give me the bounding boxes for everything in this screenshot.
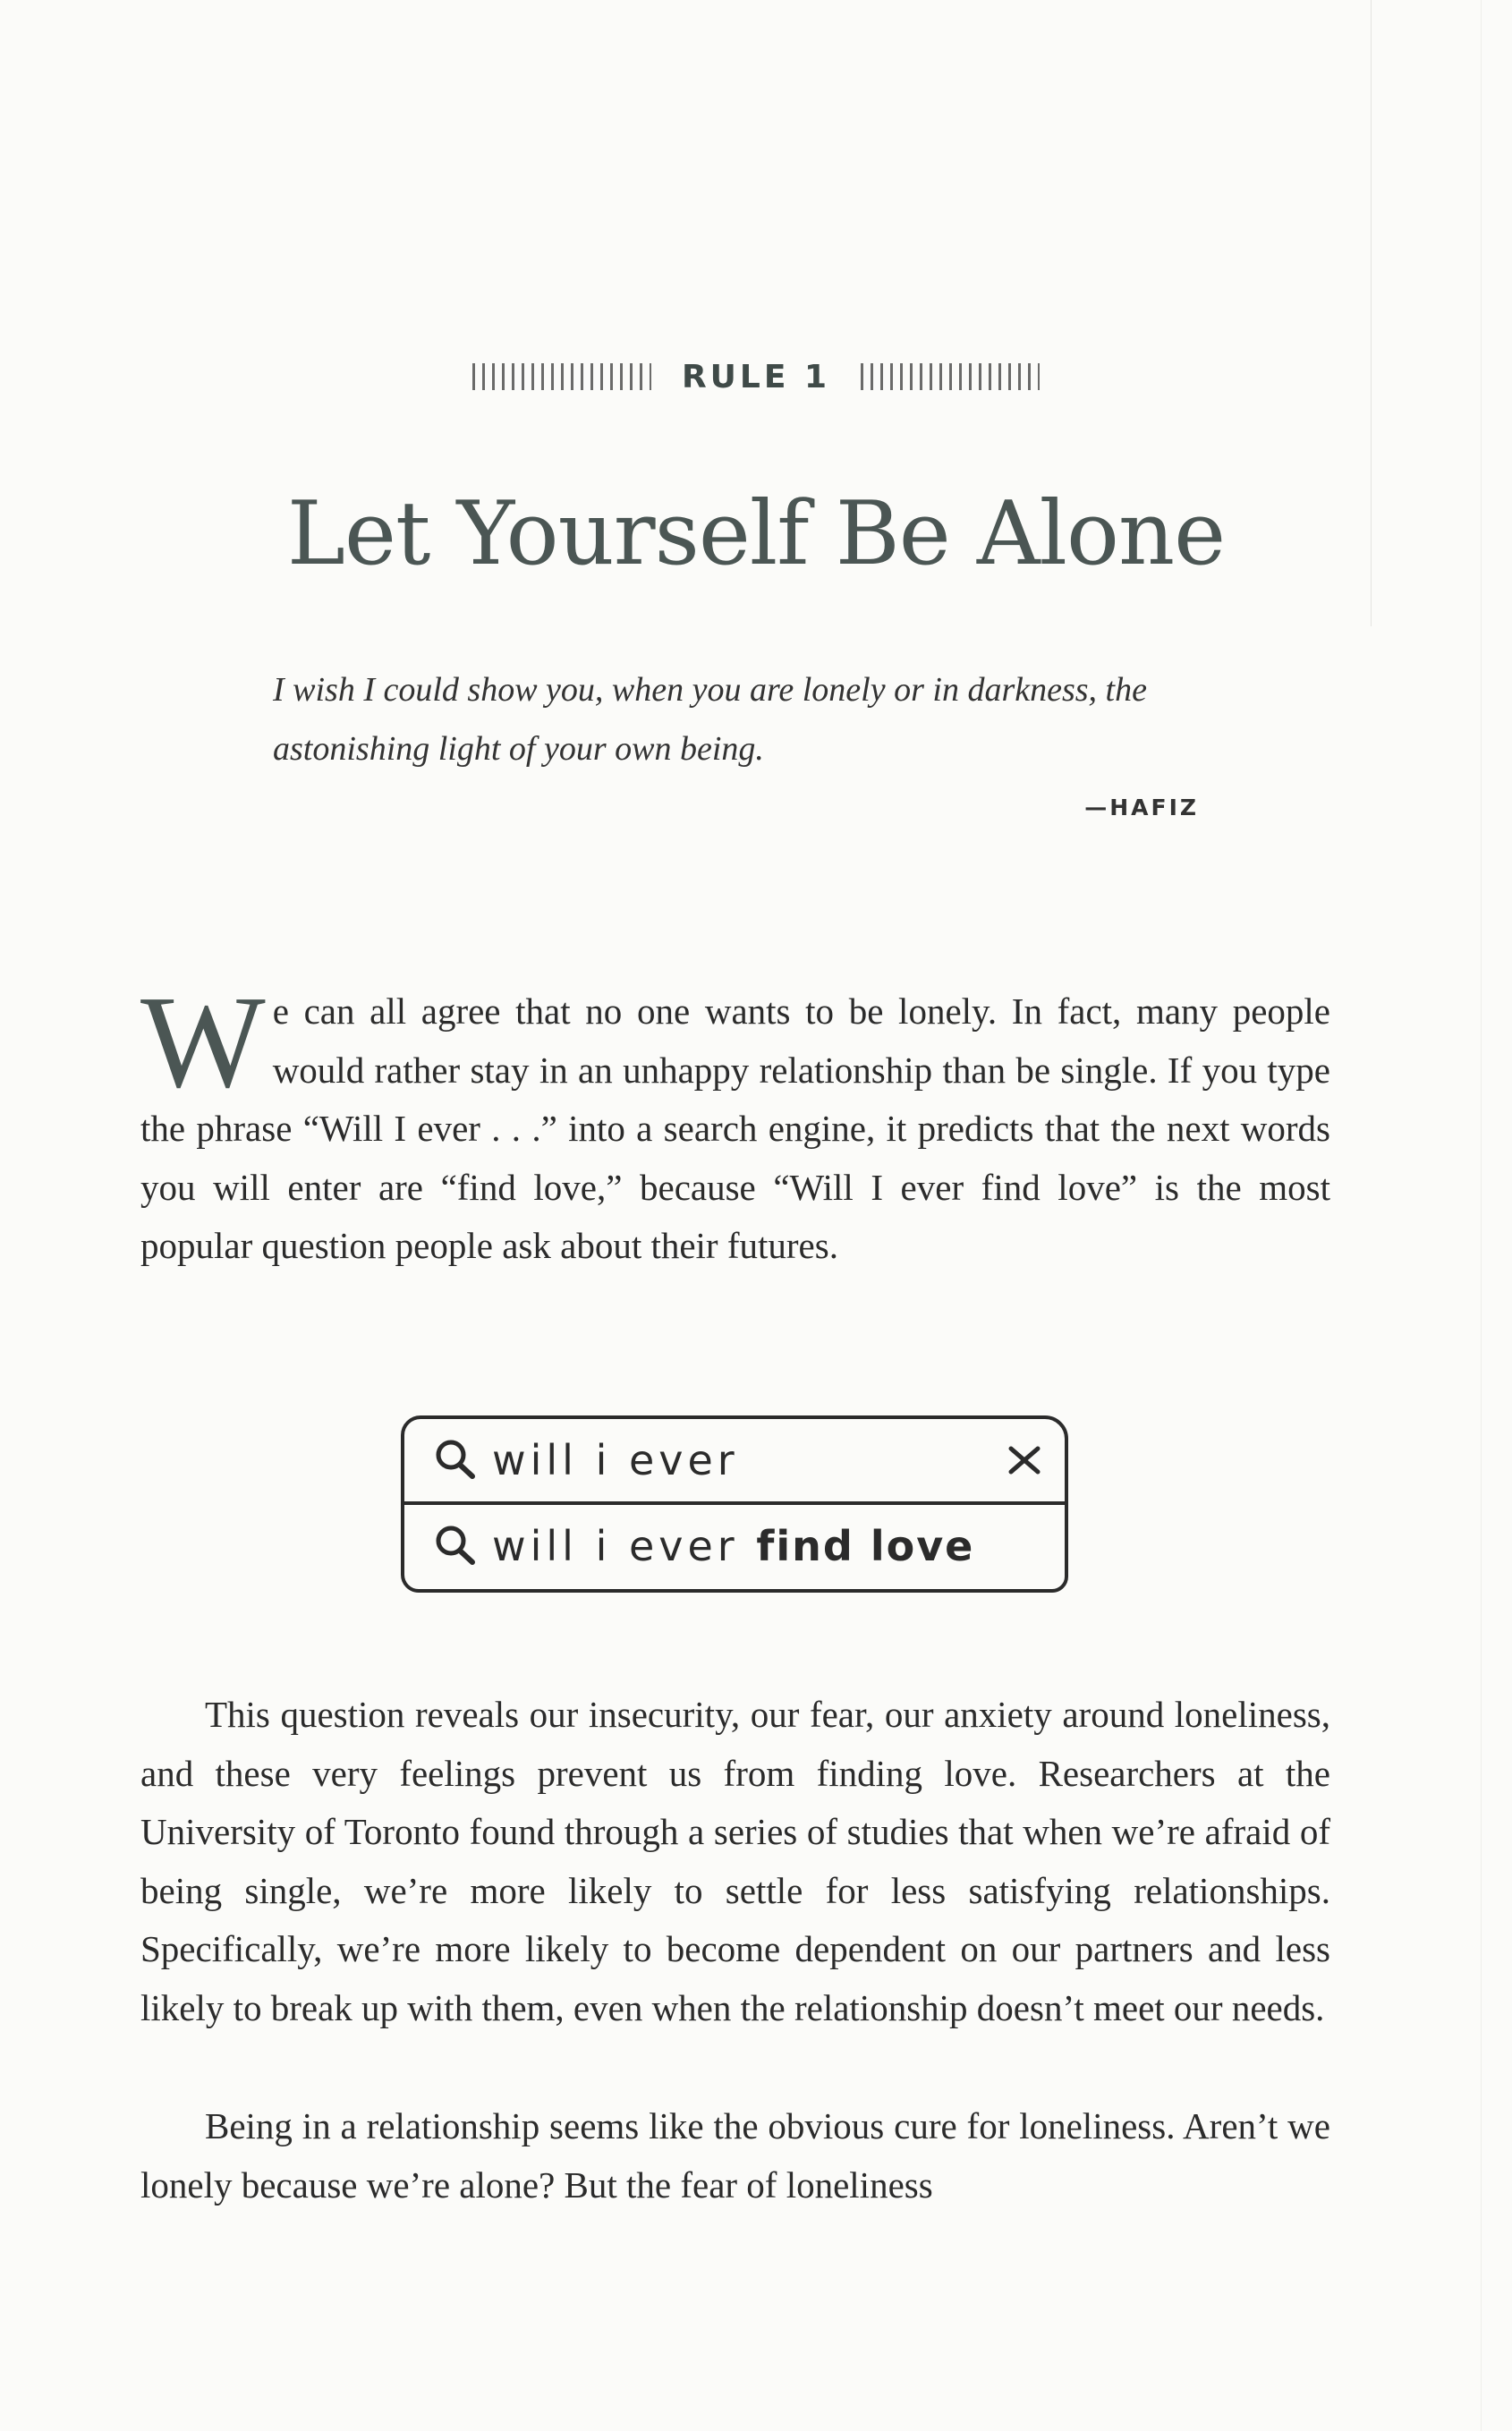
body-paragraph-1 xyxy=(140,969,1330,1276)
body-paragraph-3: Being in a relationship seems like the obvious cure for loneliness. Aren’t we lonely because we’re alone? But the fear of loneliness xyxy=(140,2105,1330,2206)
body-paragraph-2: This question reveals our insecurity, our fear, our anxiety around loneliness, and these very feelings prevent us from finding love. Researchers at the University of Toronto found through a series of studies that when we’re afraid of being single, we’re more likely to settle for less satisfying relationships. Specifically, we’re more likely to become dependent on our partners and less likely to break up with them, even when the relationship doesn’t meet our needs. xyxy=(140,1694,1330,2028)
search-suggestion-completion: find love xyxy=(756,1522,975,1570)
epigraph-quote: I wish I could show you, when you are lonely or in darkness, the astonishing light of your own being. xyxy=(273,671,1147,768)
epigraph-author: —HAFIZ xyxy=(1084,795,1199,820)
search-suggestion-prefix: will i ever xyxy=(492,1522,757,1570)
search-suggestion-row xyxy=(404,1501,1065,1587)
hatch-ornament-right xyxy=(861,363,1040,390)
rule-header xyxy=(0,354,1512,399)
drop-cap: W xyxy=(140,969,266,1116)
search-query-text: will i ever xyxy=(492,1436,739,1484)
chapter-title: Let Yourself Be Alone xyxy=(286,483,1226,585)
rule-label: RULE 1 xyxy=(681,358,831,395)
search-query-row xyxy=(404,1419,1065,1501)
hatch-ornament-left xyxy=(472,363,651,390)
close-icon xyxy=(1006,1441,1043,1479)
search-illustration xyxy=(401,1415,1068,1593)
paragraph-1-text: e can all agree that no one wants to be lonely. In fact, many people would rather stay in an unhappy relationship than be single. If you type the phrase “Will I ever . . .” into a search engine, it predicts that the next words you will enter are “find love,” because “Will I ever find love” is the most popular question people ask about their futures. xyxy=(140,990,1330,1266)
search-icon xyxy=(429,1433,483,1487)
search-icon xyxy=(429,1519,483,1573)
